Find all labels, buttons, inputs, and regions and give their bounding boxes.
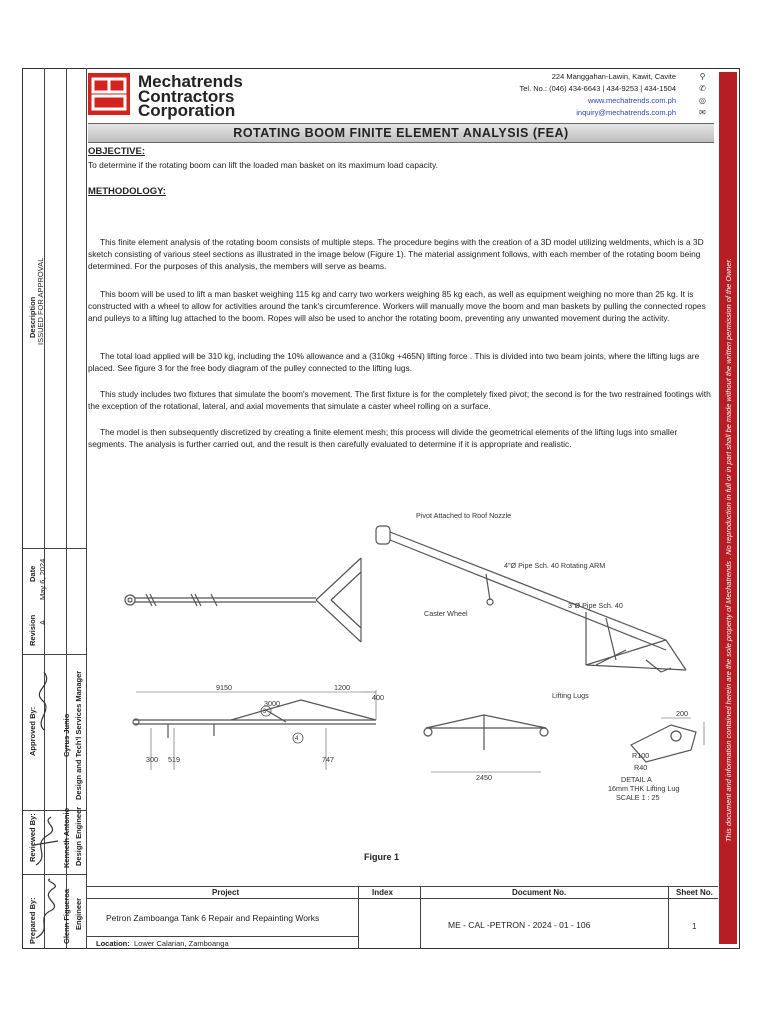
ownership-notice: This document and information contained herein are the sole property of Mechatrends . No reproduction in full or in part shall be made without the written permission of the Owner. <box>724 258 733 842</box>
sheet-value: 1 <box>692 922 697 931</box>
boom-isometric-view <box>376 526 686 672</box>
dim-519: 519 <box>168 755 180 764</box>
document-header: Document No. <box>512 888 567 897</box>
dim-3000: 3000 <box>264 699 280 708</box>
ownership-notice-bar <box>719 72 737 944</box>
description-value: ISSUED FOR APPROVAL <box>36 257 45 345</box>
date-value: May 6, 2024 <box>38 558 47 600</box>
label-caster: Caster Wheel <box>424 609 468 618</box>
description-header: Description <box>28 296 37 338</box>
dim-400: 400 <box>372 693 384 702</box>
dim-200: 200 <box>676 709 688 718</box>
location-label: Location: <box>96 939 130 948</box>
revision-divider <box>22 654 86 655</box>
company-name-line1: Mechatrends <box>138 72 243 91</box>
contact-website[interactable]: www.mechatrends.com.ph <box>588 96 676 105</box>
objective-heading: OBJECTIVE: <box>88 146 146 157</box>
title-block-top-line <box>86 886 718 887</box>
location-value: Lower Calarian, Zamboanga <box>134 939 229 948</box>
label-arm: 4"Ø Pipe Sch. 40 Rotating ARM <box>504 561 606 570</box>
revision-value: A <box>38 619 47 625</box>
document-title: ROTATING BOOM FINITE ELEMENT ANALYSIS (FEA) <box>88 123 714 143</box>
title-block-header-line <box>86 898 718 899</box>
detail-line1: DETAIL A <box>621 775 652 784</box>
reviewed-by-label: Reviewed By: <box>28 813 37 862</box>
paragraph-total-load: The total load applied will be 310 kg, including the 10% allowance and a (310kg +465N) lifting force . This is divided into two beam joints, where the lifting lugs are placed. See figure 3 for the free body diagram of the pulley connected to the lifting lugs. <box>88 351 700 374</box>
revision-divider <box>22 874 86 875</box>
title-block-divider <box>668 886 669 949</box>
paragraph-weldments: This finite element analysis of the rotating boom consists of multiple steps. The procedure begins with the creation of a 3D model utilizing weldments, which is a 3D sketch consisting of various steel sections as illustrated in the image below (Figure 1). The material assignment follows, with each member of the rotating boom being determined. For the purposes of this analysis, the members will serve as beams. <box>88 237 704 272</box>
paragraph-load: This boom will be used to lift a man basket weighing 115 kg and carry two workers weighing 85 kg each, as well as equipment weighing no more than 25 kg. It is constructed with a wheel to allow for activities around the tank's circumference. Workers will manually move the boom and man baskets by pulling the connected ropes and pulleys to a lifting lug attached to the boom. Ropes will also be used to anchor the rotating boom, preventing any unwanted movement during the activity. <box>88 289 706 324</box>
date-header: Date <box>28 565 37 582</box>
contact-tel: Tel. No.: (046) 434-6643 | 434-9253 | 434-1504 <box>519 84 676 93</box>
document-value: ME - CAL -PETRON - 2024 - 01 - 106 <box>448 920 591 930</box>
dim-300: 300 <box>146 755 158 764</box>
figure-1-drawing <box>86 500 716 840</box>
boom-front-view <box>424 715 548 772</box>
preparer-signature <box>24 878 68 943</box>
company-name-line2: Contractors <box>138 87 235 106</box>
paragraph-mesh: The model is then subsequently discretized by creating a finite element mesh; this process will divide the geometrical elements of the lifting lugs into smaller segments. The analysis is further carried out, and the result is then carefully evaluated to determine if it is appropriate and realistic. <box>88 427 678 450</box>
mail-icon: ✉ <box>699 108 706 117</box>
logo-mark-icon <box>88 73 130 115</box>
paragraph-fixtures: This study includes two fixtures that simulate the boom's movement. The first fixture is for the completely fixed pivot; the second is for the two restrained footings with the exception of the rotational, lateral, and axial movements that simulate a caster wheel rolling on a surface. <box>88 389 711 412</box>
phone-icon: ✆ <box>699 84 706 93</box>
index-header: Index <box>372 888 393 897</box>
reviewer-name: Kenneth Antonio <box>62 807 71 868</box>
dim-1200: 1200 <box>334 683 350 692</box>
title-block-divider <box>358 886 359 949</box>
approver-signature <box>24 660 64 740</box>
contact-address: 224 Manggahan-Lawin, Kawit, Cavite <box>551 72 676 81</box>
company-name-line3: Corporation <box>138 101 236 120</box>
detail-line2: 16mm THK Lifting Lug <box>608 784 680 793</box>
title-block-location-line <box>86 936 358 937</box>
dim-2450: 2450 <box>476 773 492 782</box>
approved-by-label: Approved By: <box>28 706 37 756</box>
approver-name: Cyrus Junio <box>62 713 71 757</box>
detail-line3: SCALE 1 : 25 <box>616 793 660 802</box>
title-block-divider <box>420 886 421 949</box>
label-pivot: Pivot Attached to Roof Nozzle <box>416 511 512 520</box>
dim-r40: R40 <box>634 763 648 772</box>
project-value: Petron Zamboanga Tank 6 Repair and Repainting Works <box>106 913 320 923</box>
callout-3: 3 <box>263 709 267 715</box>
approver-title: Design and Tech'l Services Manager <box>74 670 83 800</box>
figure-caption-text: Figure 1 <box>364 852 400 862</box>
reviewer-title: Design Engineer <box>74 806 83 866</box>
sheet-header: Sheet No. <box>676 888 713 897</box>
objective-text: To determine if the rotating boom can lift the loaded man basket on its maximum load capacity. <box>88 160 438 170</box>
revision-divider <box>22 548 86 549</box>
revision-header: Revision <box>28 614 37 646</box>
boom-top-view <box>125 558 361 642</box>
label-pipe3: 3"Ø Pipe Sch. 40 <box>568 601 623 610</box>
dim-r100: R100 <box>632 751 650 760</box>
reviewer-signature <box>26 815 66 870</box>
preparer-name: Glenn Figueroa <box>62 888 71 944</box>
label-lugs: Lifting Lugs <box>552 691 589 700</box>
prepared-by-label: Prepared By: <box>28 897 37 944</box>
company-logo <box>88 73 130 115</box>
methodology-heading: METHODOLOGY: <box>88 186 166 197</box>
globe-icon: ◎ <box>699 96 706 105</box>
callout-4: 4 <box>295 736 299 742</box>
contact-email[interactable]: inquiry@mechatrends.com.ph <box>576 108 676 117</box>
dim-747: 747 <box>322 755 334 764</box>
preparer-title: Engineer <box>74 897 83 930</box>
project-header: Project <box>212 888 240 897</box>
dim-9150: 9150 <box>216 683 232 692</box>
location-pin-icon: ⚲ <box>699 72 706 81</box>
